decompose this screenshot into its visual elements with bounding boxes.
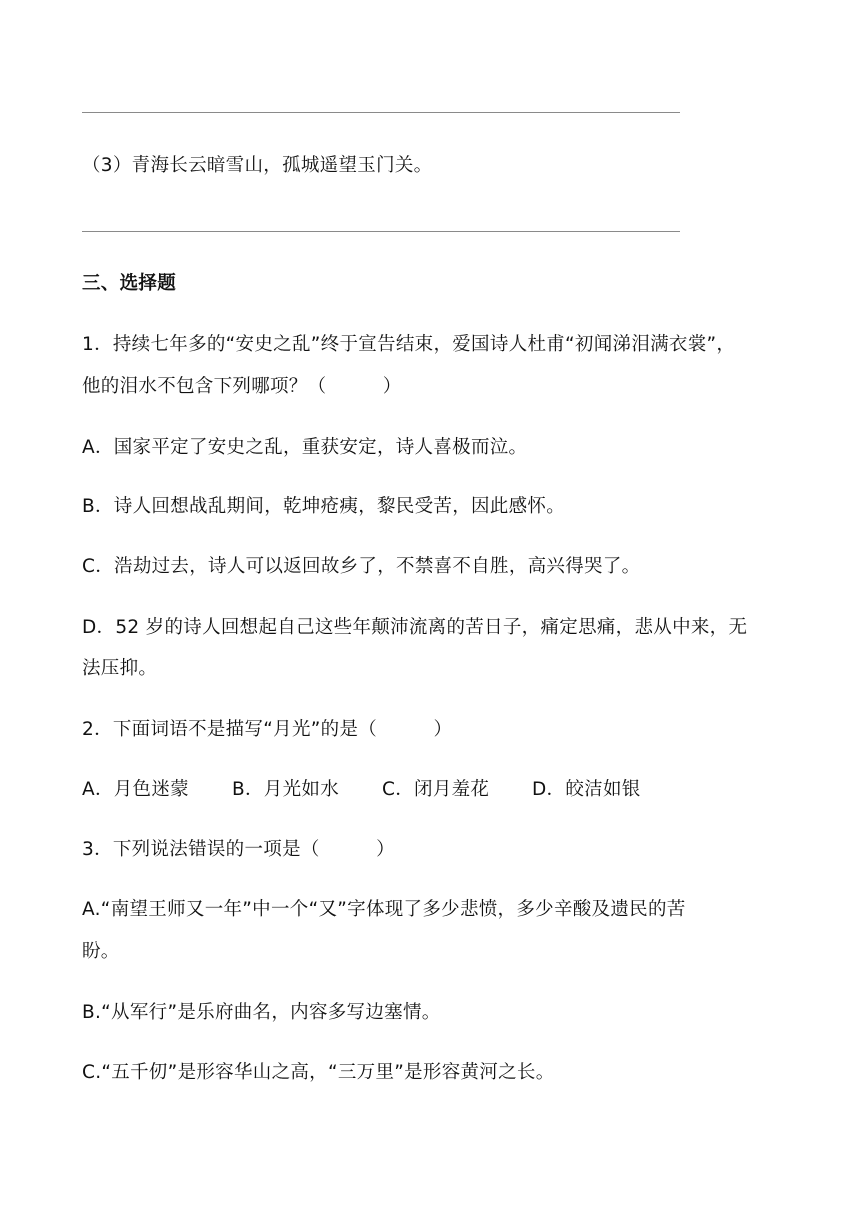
question-1-option-b: B．诗人回想战乱期间，乾坤疮痍，黎民受苦，因此感怀。 <box>82 496 565 517</box>
question-2-option-d: D．皎洁如银 <box>532 779 641 800</box>
question-2-option-b: B．月光如水 <box>232 779 339 800</box>
question-1-option-c: C．浩劫过去，诗人可以返回故乡了，不禁喜不自胜，高兴得哭了。 <box>82 556 641 577</box>
question-2-option-a: A．月色迷蒙 <box>82 779 189 800</box>
question-1-stem: 1．持续七年多的“安史之乱”终于宣告结束，爱国诗人杜甫“初闻涕泪满衣裳”， <box>82 334 736 355</box>
question-2-option-c: C．闭月羞花 <box>382 779 490 800</box>
question-2-stem: 2．下面词语不是描写“月光”的是（ ） <box>82 719 453 740</box>
question-2-options <box>82 778 641 802</box>
question-1-option-a: A．国家平定了安史之乱，重获安定，诗人喜极而泣。 <box>82 437 528 458</box>
section-heading: 三、选择题 <box>82 273 177 294</box>
question-3-option-b: B.“从军行”是乐府曲名，内容多写边塞情。 <box>82 1002 441 1023</box>
question-3-stem: 3．下列说法错误的一项是（ ） <box>82 839 395 860</box>
question-1-stem-cont: 他的泪水不包含下列哪项？（ ） <box>82 376 402 397</box>
answer-blank-line[interactable] <box>82 112 680 113</box>
question-1-option-d: D．52 岁的诗人回想起自己这些年颠沛流离的苦日子，痛定思痛，悲从中来，无 <box>82 617 748 638</box>
question-3-option-c: C.“五千仞”是形容华山之高，“三万里”是形容黄河之长。 <box>82 1062 555 1083</box>
question-3-option-a-cont: 盼。 <box>82 941 120 962</box>
answer-blank-line[interactable] <box>82 231 680 232</box>
question-1-option-d-cont: 法压抑。 <box>82 658 158 679</box>
question-3-option-a: A.“南望王师又一年”中一个“又”字体现了多少悲愤，多少辛酸及遗民的苦 <box>82 899 686 920</box>
poem-item-3: （3）青海长云暗雪山，孤城遥望玉门关。 <box>82 155 433 176</box>
